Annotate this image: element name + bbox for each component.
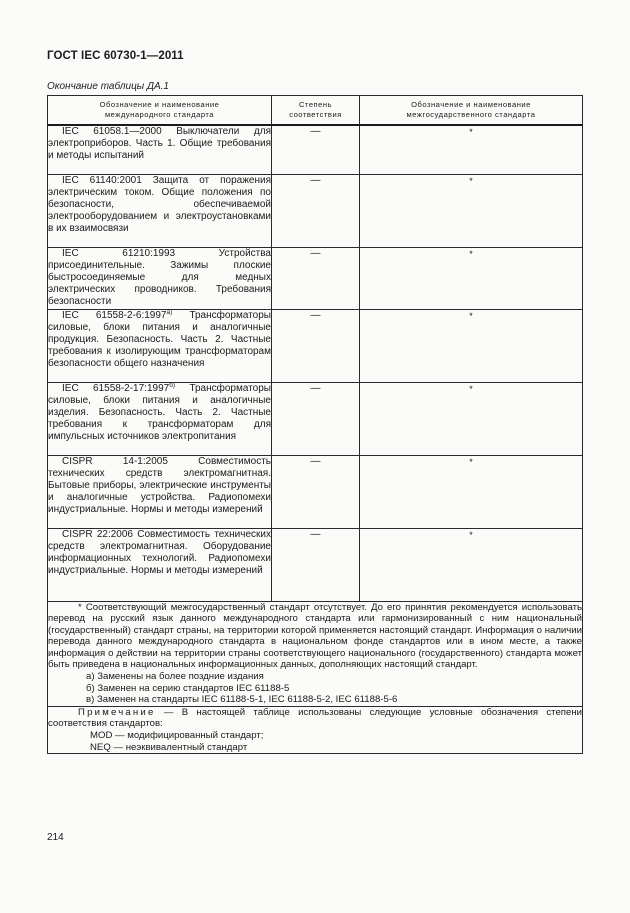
note-cell: [48, 706, 583, 753]
interstate-standard-cell: *: [360, 528, 583, 601]
footnote-a: а) Заменены на более поздние издания: [86, 671, 264, 683]
note-paragraph: Примечание — В настоящей таблице использованы следующие условные обозначения степени соответствия стандартов:: [48, 706, 582, 730]
degree-cell: —: [272, 247, 360, 309]
degree-cell: —: [272, 528, 360, 601]
table-row: [48, 247, 583, 309]
table-header-row: [48, 96, 583, 126]
international-standard-cell: CISPR 14-1:2005 Совместимость технических средств электромагнитная. Бытовые приборы, электрические инструменты и аналогичные устройства. Радиопомехи индустриальные. Нормы и методы измерений: [48, 455, 272, 528]
col-header-degree: Степень соответствия: [272, 96, 360, 126]
footnote-c: в) Заменен на стандарты IEC 61188-5-1, IEC 61188-5-2, IEC 61188-5-6: [86, 694, 398, 706]
table-row: [48, 382, 583, 455]
interstate-standard-cell: *: [360, 382, 583, 455]
international-standard-cell: CISPR 22:2006 Совместимость технических средств электромагнитная. Оборудование информационных технологий. Радиопомехи индустриальные. Нормы и методы измерений: [48, 528, 272, 601]
degree-cell: —: [272, 455, 360, 528]
page-number: 214: [47, 832, 64, 843]
international-standard-cell: IEC $61558-2-17:1997^{б)}$ Трансформаторы силовые, блоки питания и аналогичные изделия. Безопасность. Часть 2. Частные требования к трансформаторам для импульсных источников электропитания: [48, 382, 272, 455]
international-standard-cell: IEC 61058.1—2000 Выключатели для электроприборов. Часть 1. Общие требования и методы испытаний: [48, 125, 272, 174]
international-standard-cell: IEC 61210:1993 Устройства присоединительные. Зажимы плоские быстросоединяемые для медных электрических проводников. Требования безопасности: [48, 247, 271, 308]
footnotes-row: [48, 601, 583, 706]
table-row: [48, 455, 583, 528]
table-row: [48, 528, 583, 601]
footnote-b: б) Заменен на серию стандартов IEC 61188-5: [86, 682, 290, 694]
footnote-marker: б): [169, 381, 176, 389]
footnote-star: * Соответствующий межгосударственный стандарт отсутствует. До его принятия рекомендуется использовать перевод на русский язык данного международного стандарта или гармонизированный с ним национальный (государственный) стандарт страны, на территории которой применяется настоящий стандарт. Информация о наличии перевода данного международного стандарта в национальном фонде стандартов или в ином месте, а также информация о действии на территории страны соответствующего национального (государственного) стандарта может быть приведена в национальных информационных данных, дополняющих настоящий стандарт.: [48, 601, 582, 671]
footnotes-cell: [48, 601, 583, 706]
note-item-mod: MOD — модифицированный стандарт;: [90, 730, 264, 742]
document-code: ГОСТ IEC 60730-1—2011: [47, 50, 184, 62]
interstate-standard-cell: *: [360, 247, 583, 309]
footnote-marker: а): [166, 308, 173, 316]
table-row: [48, 125, 583, 174]
interstate-standard-cell: *: [360, 309, 583, 382]
table-row: [48, 309, 583, 382]
standards-table: [47, 95, 583, 754]
interstate-standard-cell: *: [360, 174, 583, 247]
degree-cell: —: [272, 309, 360, 382]
degree-cell: —: [272, 174, 360, 247]
note-item-neq: NEQ — неэквивалентный стандарт: [90, 741, 248, 753]
interstate-standard-cell: *: [360, 455, 583, 528]
degree-cell: —: [272, 382, 360, 455]
col-header-international: Обозначение и наименование международного стандарта: [48, 96, 272, 126]
table-caption: Окончание таблицы ДА.1: [47, 81, 169, 92]
interstate-standard-cell: *: [360, 125, 583, 174]
note-row: [48, 706, 583, 753]
international-standard-cell: IEC 61140:2001 Защита от поражения электрическим током. Общие положения по безопасности, обеспечиваемой электрооборудованием и электроустановками в их взаимосвязи: [48, 174, 272, 247]
degree-cell: —: [272, 125, 360, 174]
col-header-interstate: Обозначение и наименование межгосударственного стандарта: [360, 96, 583, 126]
table-row: [48, 174, 583, 247]
note-label: Примечание: [78, 706, 156, 718]
international-standard-cell: IEC $61558-2-6:1997^{а)}$ Трансформаторы силовые, блоки питания и аналогичные продукция. Безопасность. Часть 2. Частные требования к изолирующим трансформаторам безопасности общего назначения: [48, 309, 272, 382]
